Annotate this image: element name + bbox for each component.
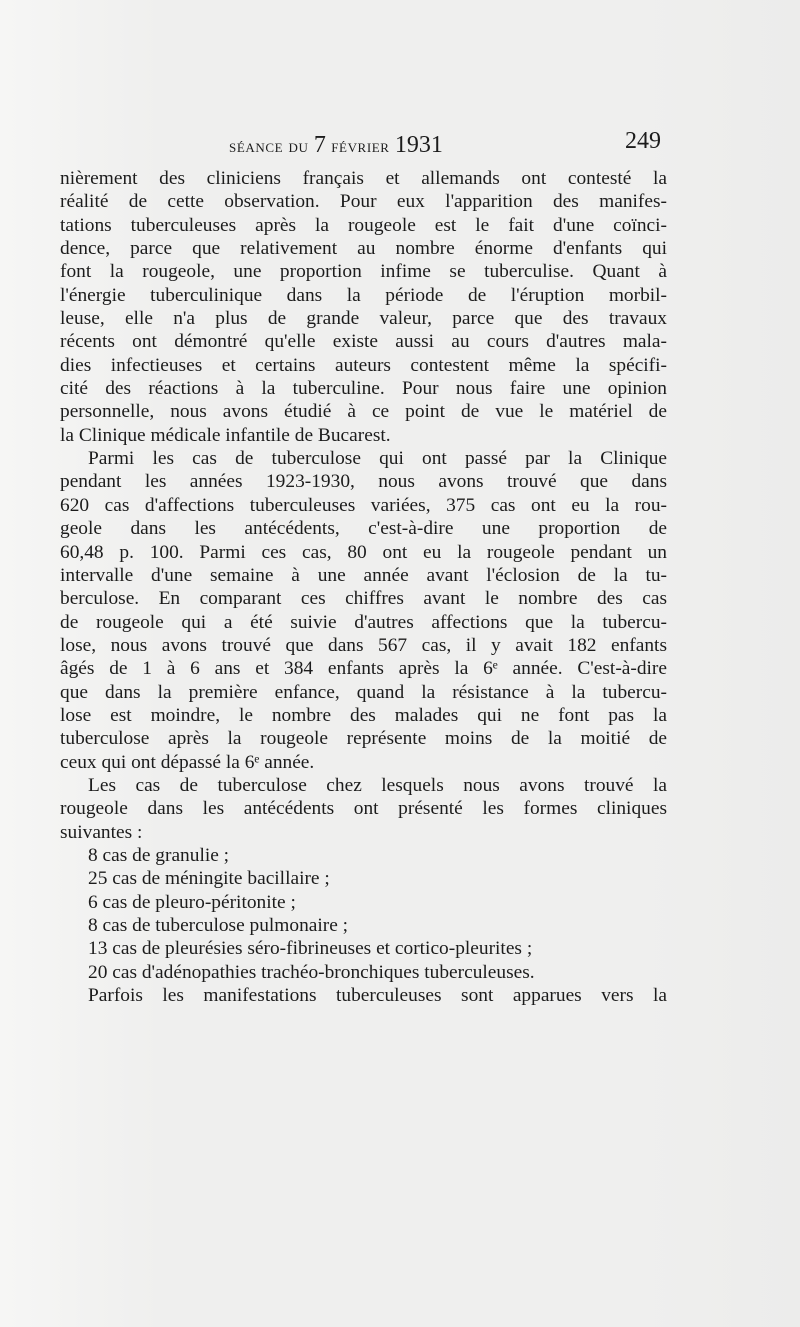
text-line: Parmi les cas de tuberculose qui ont passé par la Clinique — [88, 448, 667, 470]
text-line: lose, nous avons trouvé que dans 567 cas, il y avait 182 enfants — [60, 634, 667, 656]
text-line: l'énergie tuberculinique dans la période de l'éruption morbil- — [60, 284, 667, 306]
text-line: 6 cas de pleuro-péritonite ; — [88, 891, 296, 913]
text-line: de rougeole qui a été suivie d'autres affections que la tubercu- — [60, 611, 667, 633]
text-line: récents ont démontré qu'elle existe aussi au cours d'autres mala- — [60, 331, 667, 353]
text-line: tuberculose après la rougeole représente moins de la moitié de — [60, 728, 667, 750]
text-line: nièrement des cliniciens français et allemands ont contesté la — [60, 168, 667, 189]
text-line: geole dans les antécédents, c'est-à-dire une proportion de — [60, 518, 667, 540]
text-line: personnelle, nous avons étudié à ce point de vue le matériel de — [60, 401, 667, 423]
page-number: 249 — [625, 128, 661, 154]
text-line: dence, parce que relativement au nombre énorme d'enfants qui — [60, 238, 667, 260]
body-text — [60, 167, 667, 1007]
text-line: pendant les années 1923-1930, nous avons trouvé que dans — [60, 471, 667, 493]
text-line: berculose. En comparant ces chiffres avant le nombre des cas — [60, 588, 667, 610]
text-line: 8 cas de granulie ; — [88, 844, 230, 866]
text-line: Parfois les manifestations tuberculeuses sont apparues vers la — [88, 985, 667, 1007]
text-line: âgés de 1 à 6 ans et 384 enfants après la 6ᵉ année. C'est-à-dire — [60, 658, 667, 680]
text-line: intervalle d'une semaine à une année avant l'éclosion de la tu- — [60, 564, 667, 586]
text-line: 8 cas de tuberculose pulmonaire ; — [88, 915, 349, 936]
text-line: 25 cas de méningite bacillaire ; — [88, 868, 330, 890]
text-line: cité des réactions à la tuberculine. Pour nous faire une opinion — [60, 378, 667, 400]
text-line: leuse, elle n'a plus de grande valeur, parce que des travaux — [60, 308, 667, 330]
text-line: que dans la première enfance, quand la résistance à la tubercu- — [60, 681, 667, 703]
running-head-title — [229, 132, 443, 159]
text-line: la Clinique médicale infantile de Bucarest. — [60, 424, 391, 446]
text-line: lose est moindre, le nombre des malades qui ne font pas la — [60, 704, 667, 726]
text-line: suivantes : — [60, 821, 143, 843]
text-line: réalité de cette observation. Pour eux l'apparition des manifes- — [60, 191, 667, 213]
running-head — [229, 128, 661, 158]
text-line: ceux qui ont dépassé la 6ᵉ année. — [60, 751, 315, 773]
running-head-day: 7 — [313, 132, 326, 158]
text-line: tations tuberculeuses après la rougeole est le fait d'une coïnci- — [60, 214, 667, 236]
text-line: 13 cas de pleurésies séro-fibrineuses et cortico-pleurites ; — [88, 938, 533, 960]
text-line: rougeole dans les antécédents ont présenté les formes cliniques — [60, 798, 667, 820]
running-head-prefix: séance du — [229, 136, 314, 157]
running-head-month: février — [325, 136, 395, 157]
text-line: 20 cas d'adénopathies trachéo-bronchiques tuberculeuses. — [88, 961, 535, 983]
text-line: 60,48 p. 100. Parmi ces cas, 80 ont eu la rougeole pendant un — [60, 541, 667, 563]
text-line: dies infectieuses et certains auteurs contestent même la spécifi- — [60, 354, 667, 376]
text-line: font la rougeole, une proportion infime se tuberculise. Quant à — [60, 261, 667, 283]
text-line: Les cas de tuberculose chez lesquels nous avons trouvé la — [88, 774, 667, 796]
text-line: 620 cas d'affections tuberculeuses variées, 375 cas ont eu la rou- — [60, 494, 667, 516]
running-head-year: 1931 — [394, 132, 443, 158]
